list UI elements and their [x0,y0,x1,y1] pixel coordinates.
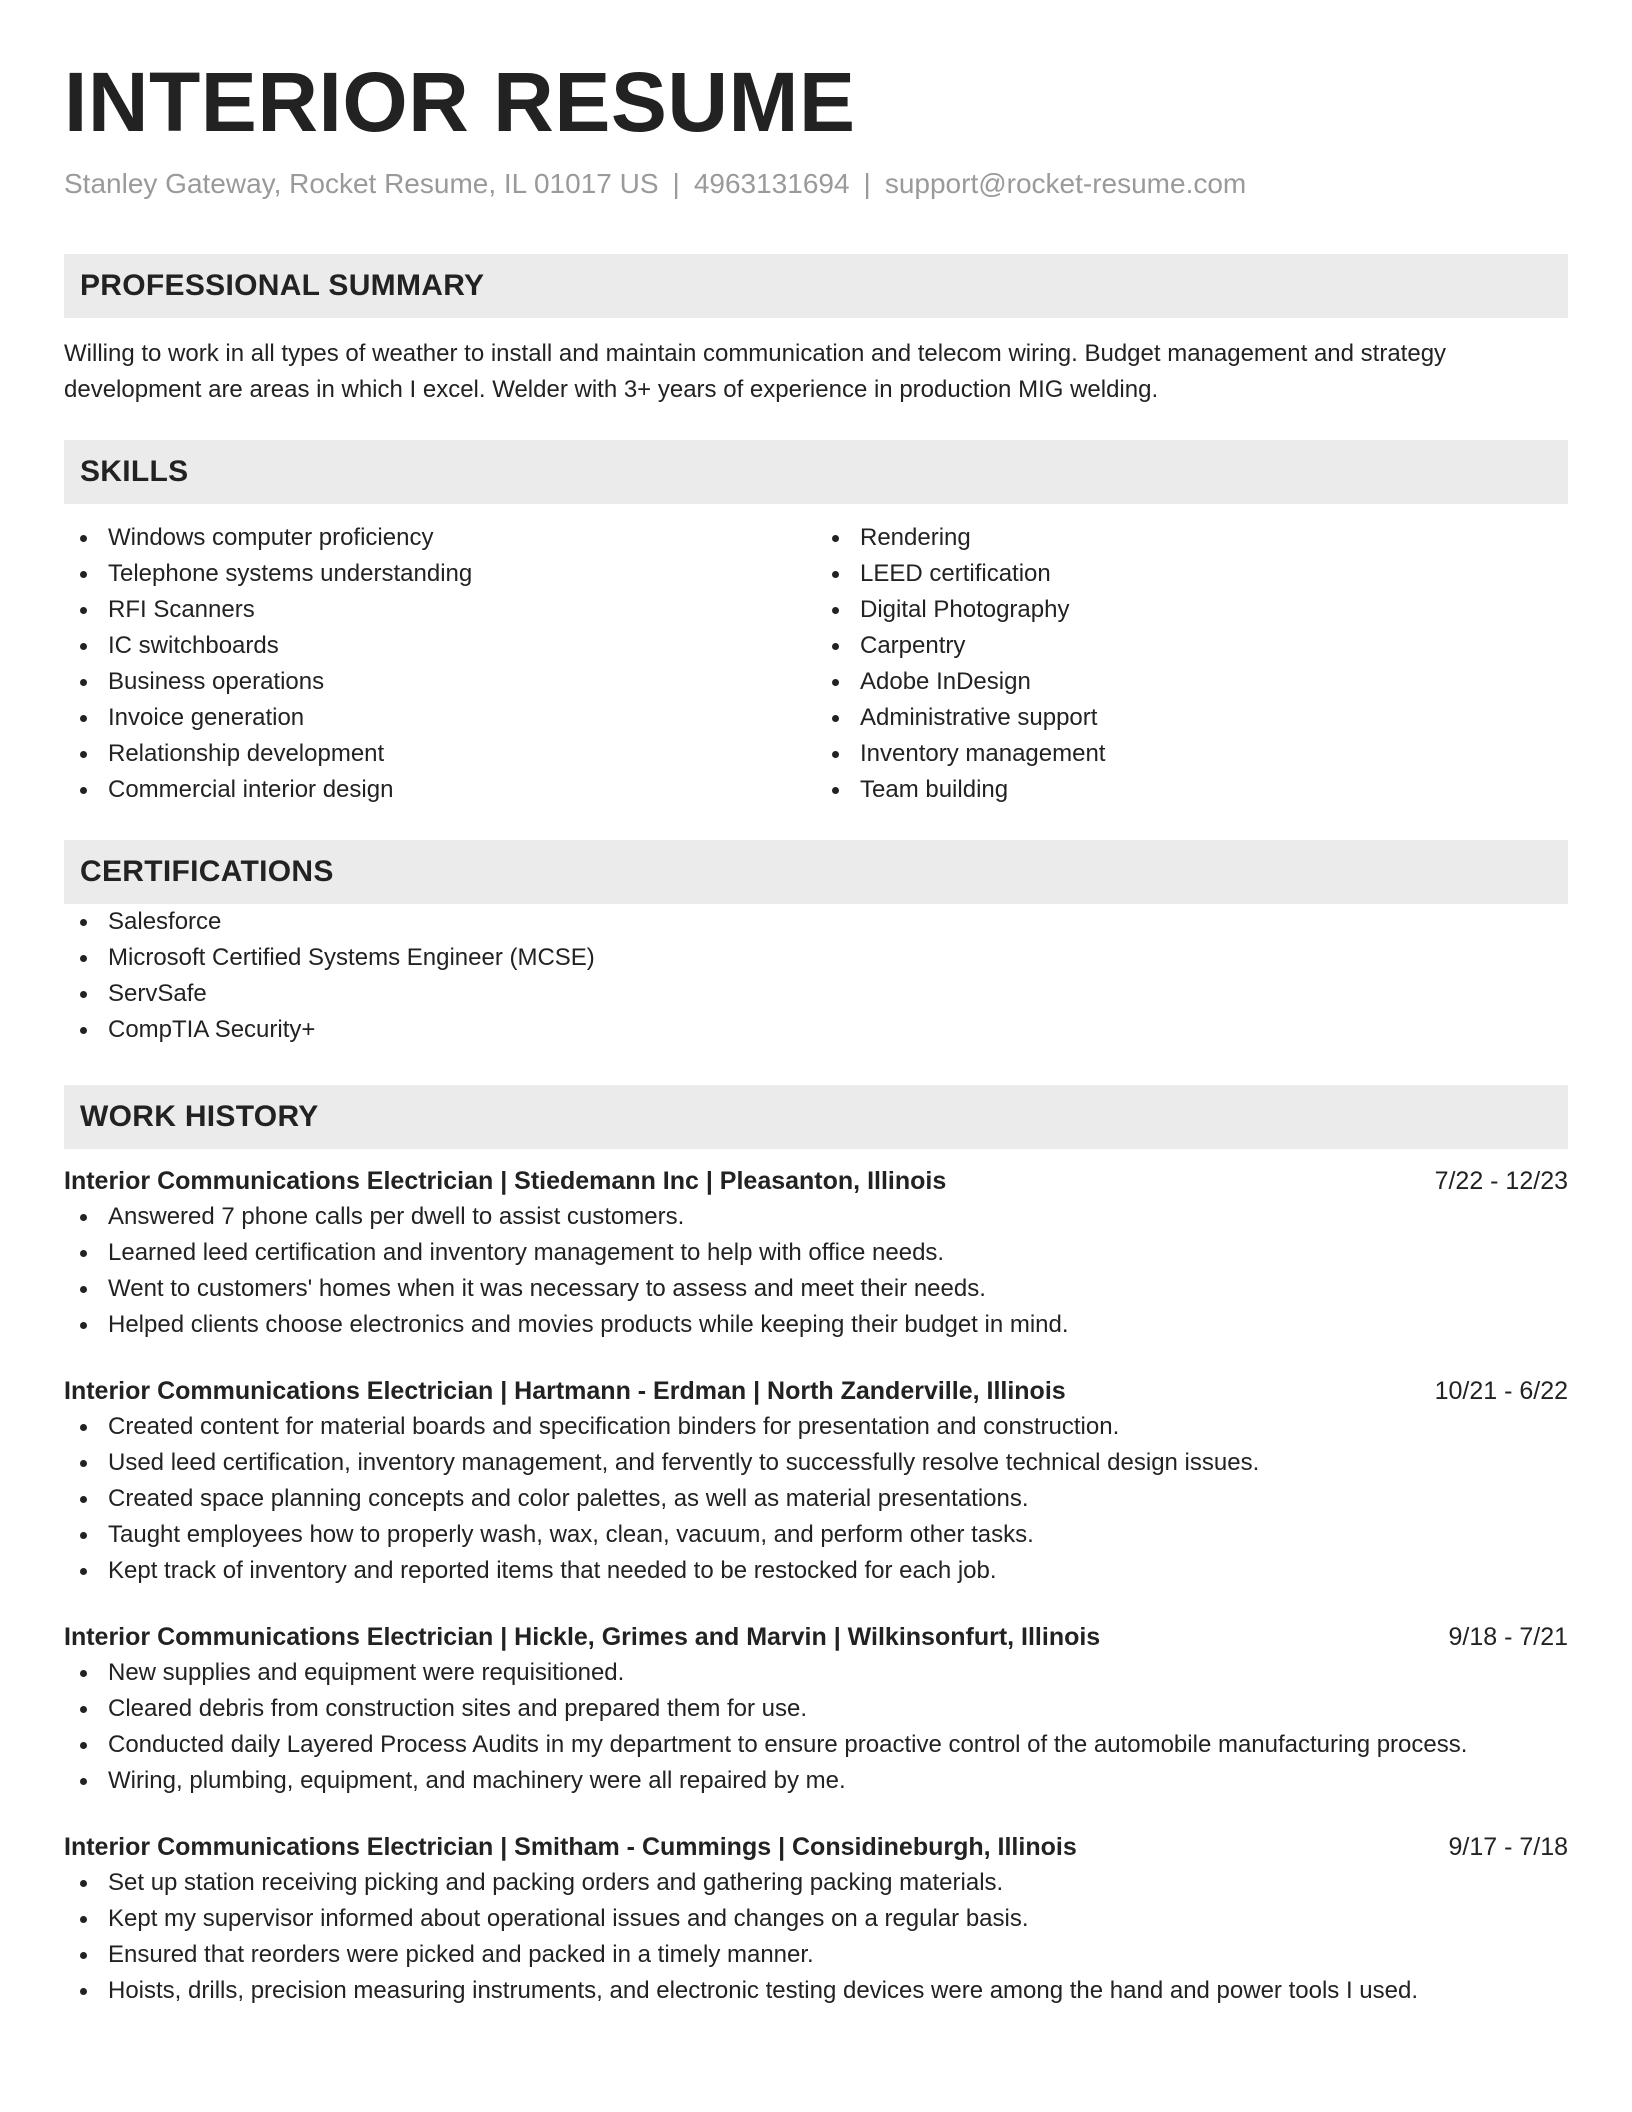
skill-item: Inventory management [816,736,1568,772]
contact-address: Stanley Gateway, Rocket Resume, IL 01017 US [64,168,659,199]
skills-list-right [816,520,1568,808]
skill-item: Commercial interior design [64,772,816,808]
skill-item: RFI Scanners [64,592,816,628]
skill-item: Windows computer proficiency [64,520,816,556]
job-bullet: Kept my supervisor informed about operational issues and changes on a regular basis. [64,1901,1568,1937]
job-bullet: Ensured that reorders were picked and packed in a timely manner. [64,1937,1568,1973]
job-bullet: Created space planning concepts and color palettes, as well as material presentations. [64,1481,1568,1517]
job-bullet: Set up station receiving picking and packing orders and gathering packing materials. [64,1865,1568,1901]
skills-section [64,440,1568,808]
job-bullets [64,1865,1568,2009]
certification-item: Microsoft Certified Systems Engineer (MCSE) [64,940,1568,976]
skills-grid [64,520,1568,808]
certifications-list [64,904,1568,1048]
certifications-section [64,840,1568,1048]
skills-column-left [64,520,816,808]
contact-line [64,166,1568,202]
summary-text: Willing to work in all types of weather to install and maintain communication and telecom wiring. Budget management and strategy development are areas in which I excel. Welder with 3+ years of experience in production MIG welding. [64,340,1447,403]
skill-item: LEED certification [816,556,1568,592]
job-bullets [64,1409,1568,1589]
skill-item: Team building [816,772,1568,808]
job-header [64,1829,1568,1865]
job-dates: 10/21 - 6/22 [1434,1377,1568,1405]
skill-item: Carpentry [816,628,1568,664]
work-history-section [64,1085,1568,2009]
job-bullet: Taught employees how to properly wash, wax, clean, vacuum, and perform other tasks. [64,1517,1568,1553]
skill-item: Administrative support [816,700,1568,736]
job-heading: Interior Communications Electrician | Smitham - Cummings | Considineburgh, Illinois [64,1833,1077,1861]
job-bullet: Created content for material boards and specification binders for presentation and construction. [64,1409,1568,1445]
job-entry [64,1163,1568,1343]
contact-separator: | [672,168,680,199]
job-bullet: Kept track of inventory and reported items that needed to be restocked for each job. [64,1553,1568,1589]
section-title-professional-summary: PROFESSIONAL SUMMARY [64,254,1568,318]
job-bullet: Learned leed certification and inventory management to help with office needs. [64,1235,1568,1271]
job-bullet: Wiring, plumbing, equipment, and machinery were all repaired by me. [64,1763,1568,1799]
skill-item: Digital Photography [816,592,1568,628]
skill-item: Invoice generation [64,700,816,736]
job-bullet: Used leed certification, inventory management, and fervently to successfully resolve technical design issues. [64,1445,1568,1481]
section-title-certifications: CERTIFICATIONS [64,840,1568,904]
job-heading: Interior Communications Electrician | Hickle, Grimes and Marvin | Wilkinsonfurt, Illinois [64,1623,1101,1651]
skill-item: Rendering [816,520,1568,556]
skill-item: Business operations [64,664,816,700]
job-bullet: Went to customers' homes when it was necessary to assess and meet their needs. [64,1271,1568,1307]
job-bullet: Helped clients choose electronics and movies products while keeping their budget in mind. [64,1307,1568,1343]
skill-item: Telephone systems understanding [64,556,816,592]
job-dates: 9/18 - 7/21 [1448,1623,1568,1651]
section-title-skills: SKILLS [64,440,1568,504]
certification-item: ServSafe [64,976,1568,1012]
skill-item: Relationship development [64,736,816,772]
job-header [64,1373,1568,1409]
skill-item: Adobe InDesign [816,664,1568,700]
job-bullet: Conducted daily Layered Process Audits in my department to ensure proactive control of the automobile manufacturing process. [64,1727,1568,1763]
contact-phone: 4963131694 [693,168,850,199]
job-heading: Interior Communications Electrician | Hartmann - Erdman | North Zanderville, Illinois [64,1377,1066,1405]
professional-summary-section [64,254,1568,408]
job-bullet: Answered 7 phone calls per dwell to assist customers. [64,1199,1568,1235]
job-header [64,1163,1568,1199]
job-heading: Interior Communications Electrician | Stiedemann Inc | Pleasanton, Illinois [64,1167,947,1195]
job-bullets [64,1199,1568,1343]
certification-item: CompTIA Security+ [64,1012,1568,1048]
job-bullets [64,1655,1568,1799]
section-title-work-history: WORK HISTORY [64,1085,1568,1149]
contact-email: support@rocket-resume.com [884,168,1247,199]
skill-item: IC switchboards [64,628,816,664]
job-bullet: Cleared debris from construction sites and prepared them for use. [64,1691,1568,1727]
resume-name: INTERIOR RESUME [64,55,856,149]
job-bullet: Hoists, drills, precision measuring instruments, and electronic testing devices were among the hand and power tools I used. [64,1973,1568,2009]
skills-column-right [816,520,1568,808]
contact-separator: | [863,168,871,199]
certification-item: Salesforce [64,904,1568,940]
job-bullet: New supplies and equipment were requisitioned. [64,1655,1568,1691]
job-entry [64,1829,1568,2009]
job-entry [64,1619,1568,1799]
job-dates: 7/22 - 12/23 [1434,1167,1568,1195]
job-dates: 9/17 - 7/18 [1448,1833,1568,1861]
job-header [64,1619,1568,1655]
job-entry [64,1373,1568,1589]
skills-list-left [64,520,816,808]
